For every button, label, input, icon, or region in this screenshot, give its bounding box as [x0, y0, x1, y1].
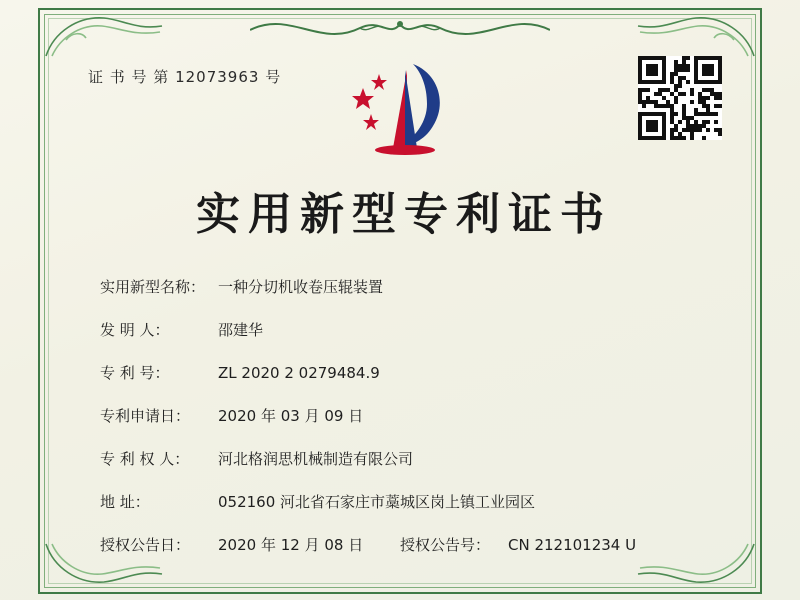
label-grant-number: 授权公告号： [400, 536, 491, 554]
field-inventor [100, 319, 710, 340]
label-address: 地 址： [100, 493, 150, 511]
certificate-fields [100, 276, 710, 577]
value-patent-number: ZL 2020 2 0279484.9 [218, 364, 380, 382]
value-utility-model-name: 一种分切机收卷压辊装置 [218, 278, 384, 296]
field-application-date [100, 405, 710, 426]
value-address: 052160 河北省石家庄市藁城区岗上镇工业园区 [218, 493, 536, 511]
field-address [100, 491, 710, 512]
field-patentee [100, 448, 710, 469]
field-patent-number [100, 362, 710, 383]
ornament-top-scroll [250, 10, 550, 50]
value-grant-date: 2020 年 12 月 08 日 [218, 536, 364, 554]
label-utility-model-name: 实用新型名称： [100, 278, 206, 296]
value-patentee: 河北格润思机械制造有限公司 [218, 450, 414, 468]
value-application-date: 2020 年 03 月 09 日 [218, 407, 364, 425]
label-patent-number: 专 利 号： [100, 364, 170, 382]
ornament-corner-top-left [44, 12, 164, 58]
value-grant-number: CN 212101234 U [508, 536, 637, 554]
label-patentee: 专 利 权 人： [100, 450, 190, 468]
field-utility-model-name [100, 276, 710, 297]
label-grant-date: 授权公告日： [100, 536, 191, 554]
value-inventor: 邵建华 [218, 321, 264, 339]
label-inventor: 发 明 人： [100, 321, 170, 339]
ornament-corner-top-right [636, 12, 756, 58]
certificate-number: 证 书 号 第 12073963 号 [88, 68, 282, 86]
page-title: 实用新型专利证书 [196, 189, 612, 240]
sipo-logo [347, 52, 457, 162]
label-application-date: 专利申请日： [100, 407, 191, 425]
qr-code [638, 56, 722, 140]
field-grant-info [100, 534, 710, 555]
